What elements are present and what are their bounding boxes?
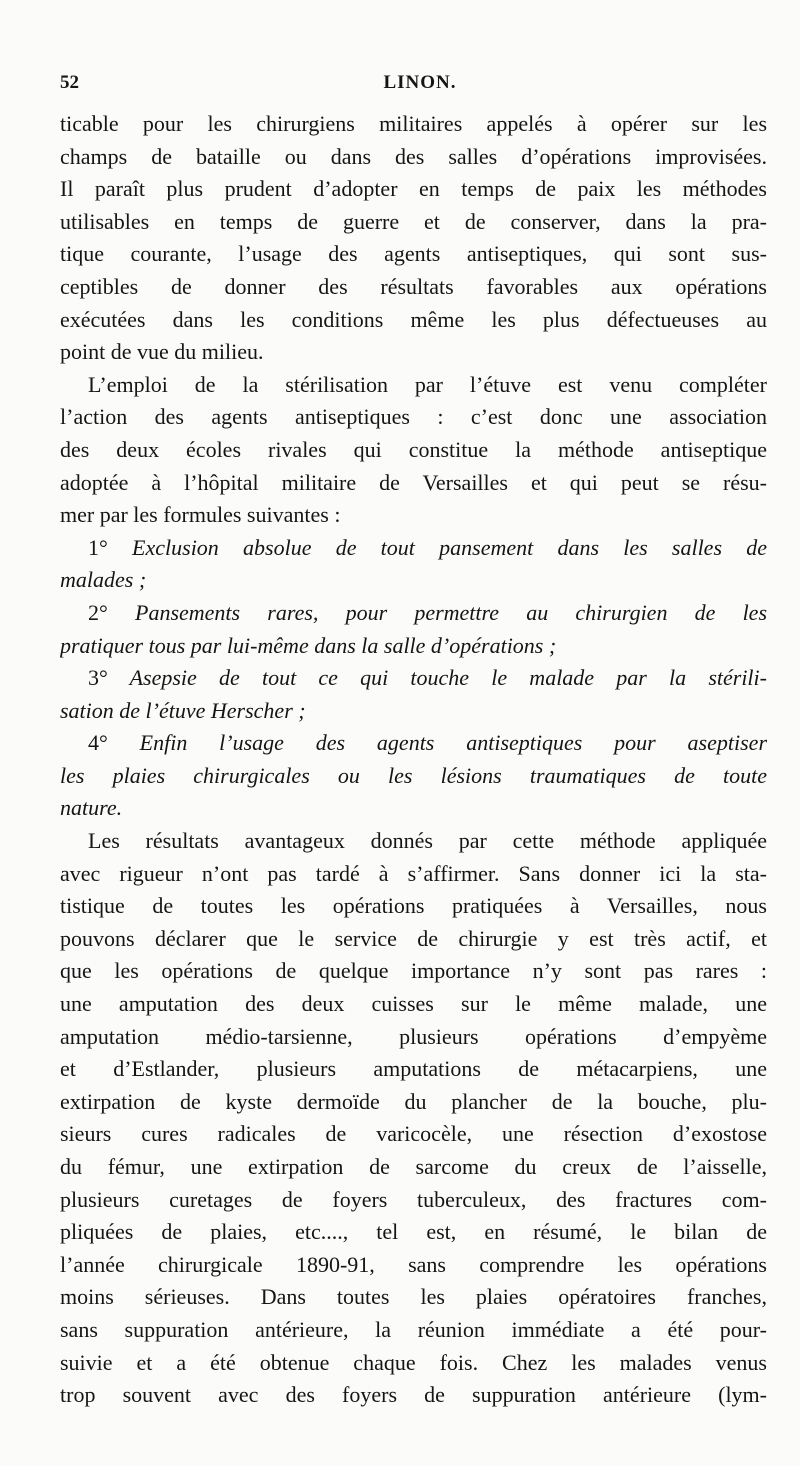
text-line	[60, 1347, 767, 1380]
line-text: ceptibles de donner des résultats favorables aux opérations	[60, 273, 767, 299]
text-line	[60, 760, 767, 793]
line-text: ticable pour les chirurgiens militaires appelés à opérer sur les	[60, 111, 767, 136]
line-text: l’action des agents antiseptiques : c’est donc une association	[60, 404, 767, 430]
text-line	[60, 792, 767, 825]
page-header	[60, 72, 780, 96]
text-line	[60, 173, 767, 206]
line-text: tique courante, l’usage des agents antiseptiques, qui sont sus-	[60, 241, 767, 267]
line-text: L’emploi de la stérilisation par l’étuve est venu compléter	[88, 371, 767, 397]
text-line	[60, 727, 767, 760]
line-text: point de vue du milieu.	[60, 339, 264, 365]
line-text: Il paraît plus prudent d’adopter en temps de paix les méthodes	[60, 176, 767, 202]
line-text: une amputation des deux cuisses sur le même malade, une	[60, 991, 767, 1017]
text-line	[60, 1184, 767, 1217]
body-text	[60, 108, 767, 1412]
text-line	[60, 1314, 767, 1347]
text-line	[60, 1021, 767, 1054]
line-text: plusieurs curetages de foyers tuberculeux, des fractures com-	[60, 1186, 767, 1212]
line-text: pratiquer tous par lui-même dans la salle d’opérations ;	[60, 632, 557, 658]
text-line	[60, 1118, 767, 1151]
text-line	[60, 1249, 767, 1282]
line-text: Les résultats avantageux donnés par cette méthode appliquée	[88, 828, 767, 854]
line-text: utilisables en temps de guerre et de conserver, dans la pra-	[60, 208, 767, 234]
line-text: extirpation de kyste dermoïde du plancher de la bouche, plu-	[60, 1088, 767, 1114]
list-number: 3°	[88, 665, 108, 691]
line-text: les plaies chirurgicales ou les lésions traumatiques de toute	[60, 762, 767, 788]
line-text: du fémur, une extirpation de sarcome du creux de l’aisselle,	[60, 1154, 767, 1179]
text-line	[60, 304, 767, 337]
text-line	[60, 1281, 767, 1314]
line-text: que les opérations de quelque importance n’y sont pas rares :	[60, 958, 767, 984]
line-text: Asepsie de tout ce qui touche le malade par la stérili-	[129, 665, 767, 691]
line-text: pliquées de plaies, etc...., tel est, en résumé, le bilan de	[60, 1219, 767, 1245]
line-text: nature.	[60, 795, 123, 821]
text-line	[60, 630, 767, 663]
list-number: 1°	[88, 534, 108, 560]
text-line	[60, 923, 767, 956]
text-line	[60, 1086, 767, 1119]
line-text: sieurs cures radicales de varicocèle, une résection d’exostose	[60, 1121, 767, 1147]
text-line	[60, 597, 767, 630]
text-line	[60, 206, 767, 239]
running-head: LINON.	[383, 72, 457, 93]
text-line	[60, 662, 767, 695]
line-text: exécutées dans les conditions même les plus défectueuses au	[60, 306, 767, 332]
line-text: pouvons déclarer que le service de chirurgie y est très actif, et	[60, 925, 767, 951]
list-number: 4°	[88, 730, 108, 756]
text-line	[60, 141, 767, 174]
text-line	[60, 890, 767, 923]
list-number: 2°	[88, 599, 108, 625]
line-text: et d’Estlander, plusieurs amputations de métacarpiens, une	[60, 1056, 767, 1082]
line-text: tistique de toutes les opérations pratiquées à Versailles, nous	[60, 893, 767, 919]
line-text: Pansements rares, pour permettre au chirurgien de les	[135, 599, 767, 625]
line-text: avec rigueur n’ont pas tardé à s’affirmer. Sans donner ici la sta-	[60, 860, 767, 886]
text-line	[60, 336, 767, 369]
line-text: mer par les formules suivantes :	[60, 502, 341, 528]
text-line	[60, 467, 767, 500]
text-line	[60, 108, 767, 141]
text-line	[60, 532, 767, 565]
text-line	[60, 1216, 767, 1249]
line-text: Enfin l’usage des agents antiseptiques pour aseptiser	[139, 730, 767, 756]
line-text: malades ;	[60, 567, 147, 593]
text-line	[60, 1379, 767, 1412]
text-line	[60, 988, 767, 1021]
line-text: sation de l’étuve Herscher ;	[60, 697, 306, 723]
text-line	[60, 401, 767, 434]
text-line	[60, 369, 767, 402]
text-line	[60, 695, 767, 728]
line-text: des deux écoles rivales qui constitue la méthode antiseptique	[60, 436, 767, 462]
page-number: 52	[60, 72, 79, 93]
text-line	[60, 825, 767, 858]
text-line	[60, 564, 767, 597]
line-text: trop souvent avec des foyers de suppuration antérieure (lym-	[60, 1382, 767, 1408]
line-text: suivie et a été obtenue chaque fois. Chez les malades venus	[60, 1349, 767, 1375]
text-line	[60, 858, 767, 891]
text-line	[60, 1151, 767, 1184]
line-text: Exclusion absolue de tout pansement dans les salles de	[132, 534, 767, 560]
text-line	[60, 271, 767, 304]
text-line	[60, 434, 767, 467]
line-text: champs de bataille ou dans des salles d’opérations improvisées.	[60, 143, 767, 169]
line-text: adoptée à l’hôpital militaire de Versailles et qui peut se résu-	[60, 469, 767, 495]
text-line	[60, 955, 767, 988]
text-line	[60, 1053, 767, 1086]
line-text: amputation médio-tarsienne, plusieurs opérations d’empyème	[60, 1023, 767, 1049]
text-line	[60, 238, 767, 271]
line-text: moins sérieuses. Dans toutes les plaies opératoires franches,	[60, 1284, 767, 1310]
line-text: sans suppuration antérieure, la réunion immédiate a été pour-	[60, 1316, 767, 1342]
line-text: l’année chirurgicale 1890-91, sans comprendre les opérations	[60, 1251, 767, 1277]
text-line	[60, 499, 767, 532]
